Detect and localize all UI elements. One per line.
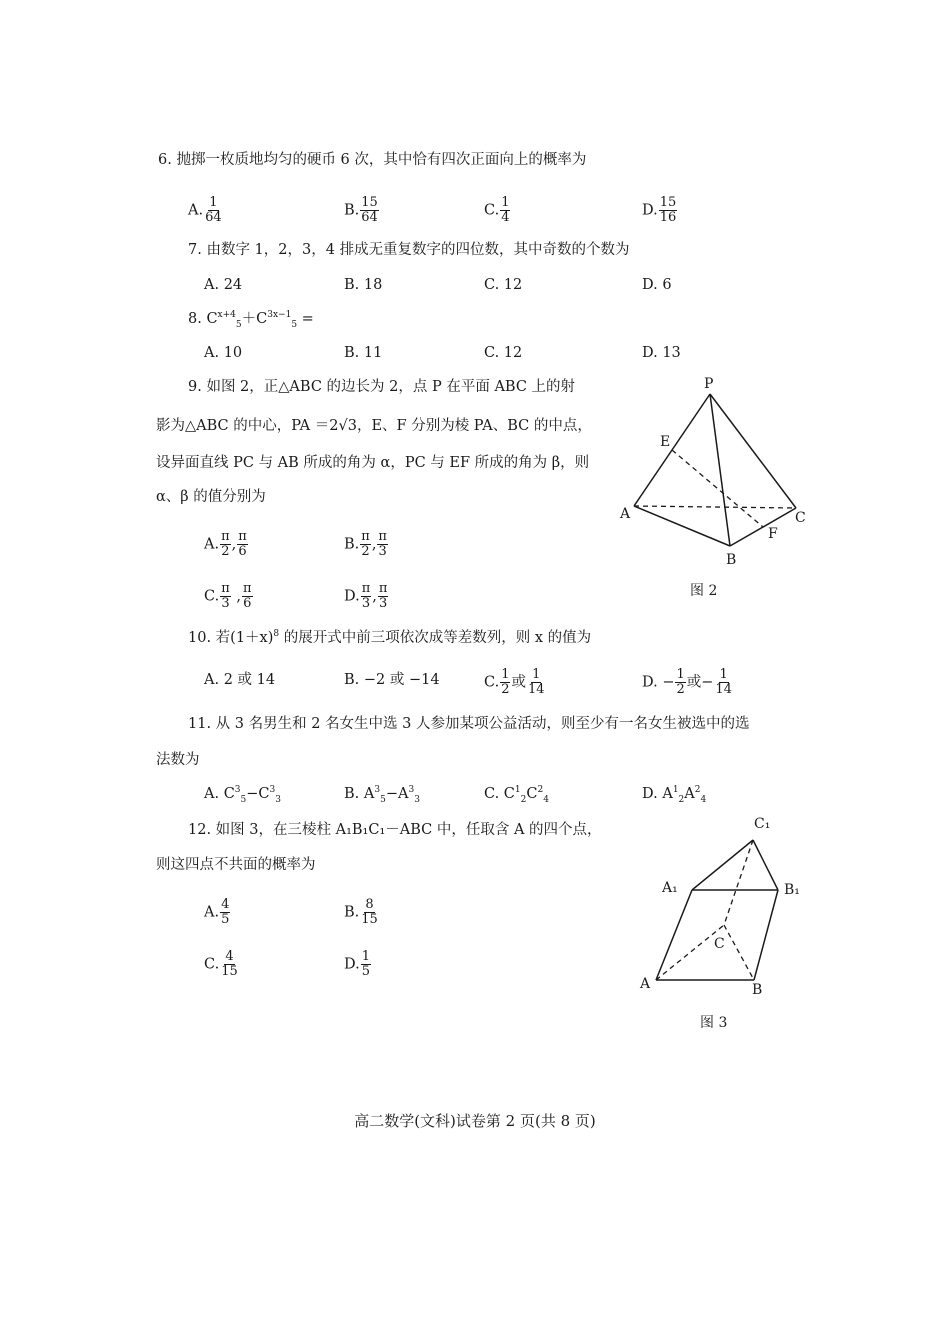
q12-option-b: B. $\frac{8}{15}$: [344, 897, 378, 927]
q9-option-d: D. $\frac{\pi}{3}$ , $\frac{\pi}{3}$: [344, 581, 388, 611]
q6-option-d: D. $\frac{15}{16}$: [642, 195, 677, 225]
fig2-label-f: F: [768, 526, 778, 542]
fig3-label-b: B: [752, 982, 763, 998]
fig3-label-a: A: [640, 976, 651, 992]
q8-stem: 8. $C^{x+4}_5+C^{3x-1}_5$ =: [188, 310, 314, 330]
fig2-label-b: B: [726, 552, 737, 568]
edge-ac-hidden: [634, 506, 796, 508]
edge-a1c1: [692, 840, 753, 890]
q10-option-c: C. $\frac{1}{2}$ 或 $\frac{1}{14}$: [484, 667, 545, 697]
q10-option-a: A. 2 或 14: [204, 672, 276, 688]
q7-option-b: B. 18: [344, 277, 383, 293]
segment-ef-hidden: [672, 450, 763, 527]
q10-option-d: D. − $\frac{1}{2}$ 或− $\frac{1}{14}$: [642, 667, 732, 697]
fig2-label-c: C: [795, 510, 806, 526]
fig3-label-a1: A₁: [662, 880, 678, 896]
q8-option-c: C. 12: [484, 345, 523, 361]
q9-line-3: 设异面直线 PC 与 AB 所成的角为 α，PC 与 EF 所成的角为 β，则: [156, 455, 590, 471]
q9-option-a: A. $\frac{\pi}{2}$ , $\frac{\pi}{6}$: [204, 529, 247, 559]
q11-line-2: 法数为: [156, 752, 200, 768]
q7-option-d: D. 6: [642, 277, 672, 293]
q8-option-a: A. 10: [204, 345, 243, 361]
edge-aa1: [656, 890, 692, 980]
q8-option-d: D. 13: [642, 345, 681, 361]
q12-line-2: 则这四点不共面的概率为: [156, 857, 316, 873]
q10-stem: 10. 若$(1+x)^8$ 的展开式中前三项依次成等差数列，则 x 的值为: [188, 629, 592, 646]
q12-line-1: 12. 如图 3，在三棱柱 A₁B₁C₁－ABC 中，任取含 A 的四个点，: [188, 822, 602, 838]
figure-2-caption: 图 2: [690, 583, 718, 599]
q12-option-d: D. $\frac{1}{5}$: [344, 949, 370, 979]
q10-option-b: B. −2 或 −14: [344, 672, 440, 688]
figure-2-tetrahedron: [610, 370, 810, 580]
q7-option-c: C. 12: [484, 277, 523, 293]
q6-stem: 6. 抛掷一枚质地均匀的硬币 6 次，其中恰有四次正面向上的概率为: [158, 152, 587, 168]
page-footer: 高二数学(文科)试卷第 2 页(共 8 页): [354, 1112, 596, 1130]
q12-option-c: C. $\frac{4}{15}$: [204, 949, 238, 979]
q8-option-b: B. 11: [344, 345, 383, 361]
q9-line-4: α、β 的值分别为: [156, 489, 266, 505]
figure-3-prism: [640, 820, 820, 1000]
fig3-label-b1: B₁: [784, 882, 800, 898]
q12-option-a: A. $\frac{4}{5}$: [204, 897, 230, 927]
edge-c1b1: [753, 840, 778, 890]
q11-line-1: 11. 从 3 名男生和 2 名女生中选 3 人参加某项公益活动，则至少有一名女生被选中的选: [188, 716, 750, 732]
edge-bb1: [754, 890, 778, 980]
fig2-label-p: P: [704, 376, 714, 392]
q11-option-a: A. $C^3_5-C^3_3$: [204, 785, 281, 805]
q6-option-b: B. $\frac{15}{64}$: [344, 195, 378, 225]
fig2-label-e: E: [660, 434, 671, 450]
q11-option-b: B. $A^3_5-A^3_3$: [344, 785, 420, 805]
q9-line-2: 影为△ABC 的中心，PA ＝2√3，E、F 分别为棱 PA、BC 的中点，: [156, 418, 592, 434]
q9-option-b: B. $\frac{\pi}{2}$ , $\frac{\pi}{3}$: [344, 529, 387, 559]
fig3-label-c: C: [714, 936, 725, 952]
edge-ab: [634, 506, 730, 546]
fig3-label-c1: C₁: [754, 816, 771, 832]
q11-option-c: C. $C^1_2C^2_4$: [484, 785, 549, 805]
q9-line-1: 9. 如图 2，正△ABC 的边长为 2，点 P 在平面 ABC 上的射: [188, 379, 576, 395]
q6-option-c: C. $\frac{1}{4}$: [484, 195, 510, 225]
q7-option-a: A. 24: [204, 277, 243, 293]
figure-3-caption: 图 3: [700, 1015, 728, 1031]
q11-option-d: D. $A^1_2A^2_4$: [642, 785, 707, 805]
edge-bc-hidden: [724, 925, 754, 980]
q7-stem: 7. 由数字 1，2，3，4 排成无重复数字的四位数，其中奇数的个数为: [188, 242, 630, 258]
q6-option-a: A. $\frac{1}{64}$: [188, 195, 222, 225]
fig2-label-a: A: [620, 506, 631, 522]
q9-option-c: C. $\frac{\pi}{3}$ , $\frac{\pi}{6}$: [204, 581, 252, 611]
